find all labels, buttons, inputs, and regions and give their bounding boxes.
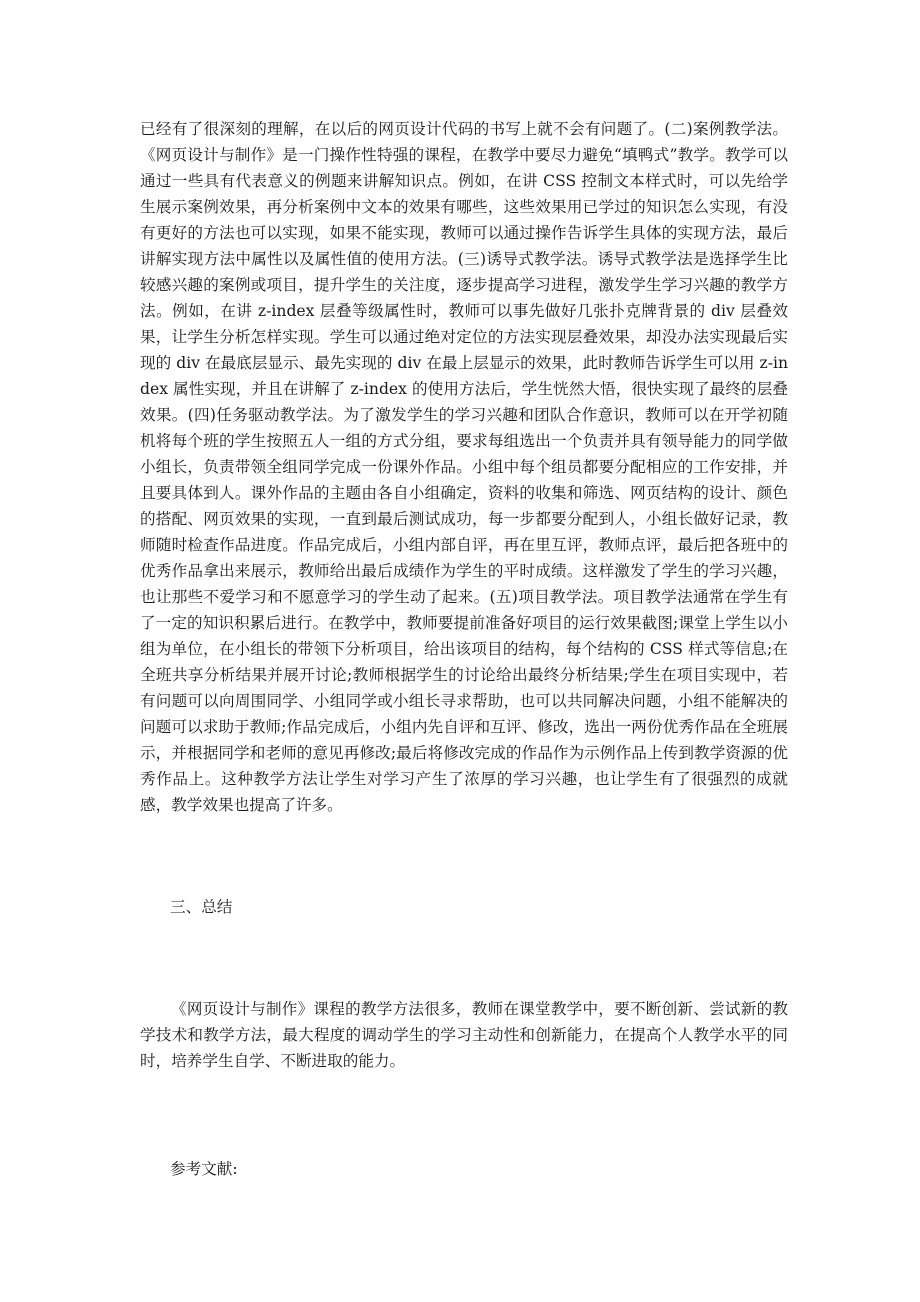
summary-paragraph: 《网页设计与制作》课程的教学方法很多，教师在课堂教学中，要不断创新、尝试新的教学技术和教学方法，最大程度的调动学生的学习主动性和创新能力，在提高个人教学水平的同时，培养学生自学、不断进取的能力。 <box>140 1000 788 1070</box>
body-paragraph: 已经有了很深刻的理解，在以后的网页设计代码的书写上就不会有问题了。(二)案例教学法。《网页设计与制作》是一门操作性特强的课程，在教学中要尽力避免“填鸭式”教学。教学可以通过一些具有代表意义的例题来讲解知识点。例如，在讲 CSS 控制文本样式时，可以先给学生展示案例效果，再分析案例中文本的效果有哪些，这些效果用已学过的知识怎么实现，有没有更好的方法也可以实现，如果不能实现，教师可以通过操作告诉学生具体的实现方法，最后讲解实现方法中属性以及属性值的使用方法。(三)诱导式教学法。诱导式教学法是选择学生比较感兴趣的案例或项目，提升学生的关注度，逐步提高学习进程，激发学生学习兴趣的教学方法。例如，在讲 z-index 层叠等级属性时，教师可以事先做好几张扑克牌背景的 div 层叠效果，让学生分析怎样实现。学生可以通过绝对定位的方法实现层叠效果，却没办法实现最后实现的 div 在最底层显示、最先实现的 div 在最上层显示的效果，此时教师告诉学生可以用 z-index 属性实现，并且在讲解了 z-index 的使用方法后，学生恍然大悟，很快实现了最终的层叠效果。(四)任务驱动教学法。为了激发学生的学习兴趣和团队合作意识，教师可以在开学初随机将每个班的学生按照五人一组的方式分组，要求每组选出一个负责并具有领导能力的同学做小组长，负责带领全组同学完成一份课外作品。小组中每个组员都要分配相应的工作安排，并且要具体到人。课外作品的主题由各自小组确定，资料的收集和筛选、网页结构的设计、颜色的搭配、网页效果的实现，一直到最后测试成功，每一步都要分配到人，小组长做好记录，教师随时检查作品进度。作品完成后，小组内部自评，再在里互评，教师点评，最后把各班中的优秀作品拿出来展示，教师给出最后成绩作为学生的平时成绩。这样激发了学生的学习兴趣，也让那些不爱学习和不愿意学习的学生动了起来。(五)项目教学法。项目教学法通常在学生有了一定的知识积累后进行。在教学中，教师要提前准备好项目的运行效果截图;课堂上学生以小组为单位，在小组长的带领下分析项目，给出该项目的结构，每个结构的 CSS 样式等信息;在全班共享分析结果并展开讨论;教师根据学生的讨论给出最终分析结果;学生在项目实现中，若有问题可以向周围同学、小组同学或小组长寻求帮助，也可以共同解决问题，小组不能解决的问题可以求助于教师;作品完成后，小组内先自评和互评、修改，选出一两份优秀作品在全班展示，并根据同学和老师的意见再修改;最后将修改完成的作品作为示例作品上传到教学资源的优秀作品上。这种教学方法让学生对学习产生了浓厚的学习兴趣，也让学生有了很强烈的成就感，教学效果也提高了许多。 <box>140 120 788 814</box>
references-heading: 参考文献: <box>170 1160 238 1178</box>
section-heading-summary: 三、总结 <box>170 898 233 916</box>
